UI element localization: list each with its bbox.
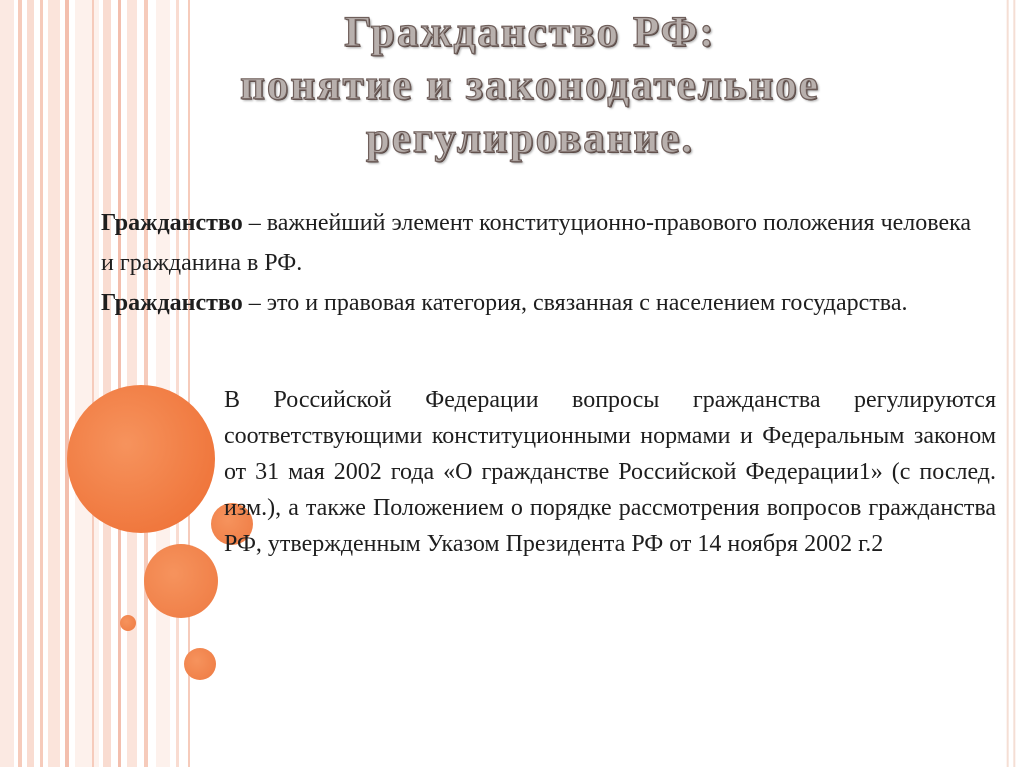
tiny-circle-decoration — [120, 615, 136, 631]
title-line: Гражданство РФ: — [344, 9, 716, 56]
slide-title — [120, 6, 940, 165]
small-circle-decoration — [184, 648, 216, 680]
right-border-decoration — [1006, 0, 1024, 767]
title-line: понятие и законодательное — [240, 62, 820, 109]
definition-text: – это и правовая категория, связанная с населением государства. — [242, 290, 908, 316]
definition-text: – важнейший элемент конституционно-правового положения человека и гражданина в РФ. — [101, 210, 972, 276]
title-line: регулирование. — [365, 115, 695, 162]
large-circle-decoration — [67, 385, 215, 533]
term-label: Гражданство — [101, 210, 243, 236]
definition-paragraph — [101, 203, 981, 283]
definition-paragraph — [101, 283, 981, 323]
medium-circle-decoration — [144, 544, 218, 618]
regulation-paragraph: В Российской Федерации вопросы гражданства регулируются соответствующими конституционными нормами и Федеральным законом от 31 мая 2002 года «О гражданстве Российской Федерации1» (с послед. изм.), а также Положением о порядке рассмотрения вопросов гражданства РФ, утвержденным Указом Президента РФ от 14 ноября 2002 г.2 — [224, 387, 996, 557]
term-label: Гражданство — [101, 290, 243, 316]
